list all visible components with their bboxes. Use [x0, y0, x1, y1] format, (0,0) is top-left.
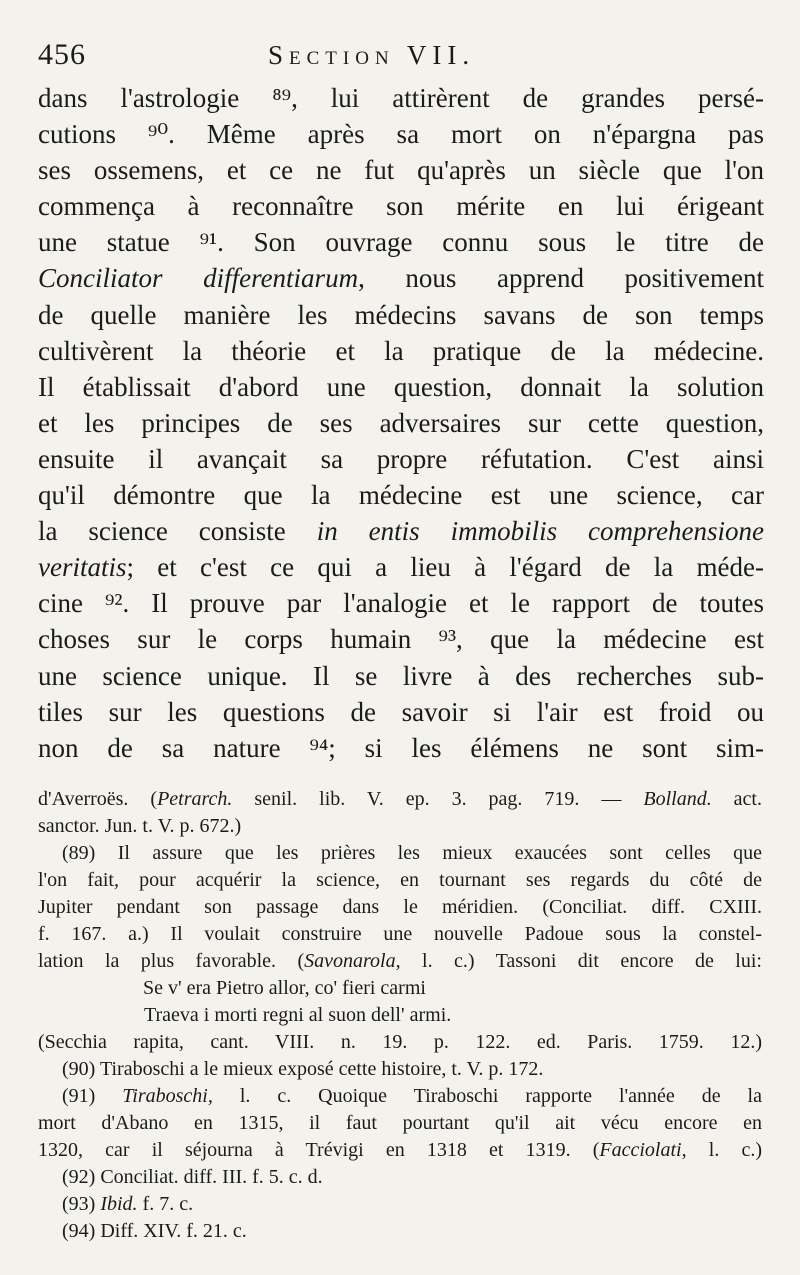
body-line-text: la science consiste [38, 516, 317, 547]
body-line: ses ossemens, et ce ne fut qu'après un siècle que l'on [38, 155, 764, 186]
footnote-line: sanctor. Jun. t. V. p. 672.) [38, 815, 242, 837]
body-line: dans l'astrologie ⁸⁹, lui attirèrent de grandes persé- [38, 83, 764, 113]
body-line: ensuite il avançait sa propre réfutation. C'est ainsi [38, 443, 764, 474]
body-line: choses sur le corps humain ⁹³, que la médecine est [38, 624, 764, 655]
footnote-91 [38, 1083, 762, 1110]
footnote-line [38, 786, 762, 813]
latin-quote: veritatis [38, 552, 127, 583]
footnote-text: senil. lib. V. ep. 3. pag. 719. — [232, 788, 644, 810]
footnote-text: 1320, car il séjourna à Trévigi en 1318 et 1319. ( [38, 1139, 600, 1161]
footnote-line [38, 948, 762, 975]
body-line: cine ⁹². Il prouve par l'analogie et le rapport de toutes [38, 588, 764, 619]
latin-quote: in entis immobilis comprehensione [316, 516, 764, 547]
body-line: non de sa nature ⁹⁴; si les élémens ne sont sim- [38, 732, 764, 763]
footnote-89: (89) Il assure que les prières les mieux exaucées sont celles que [62, 842, 762, 864]
footnote-90: (90) Tiraboschi a le mieux exposé cette histoire, t. V. p. 172. [62, 1058, 544, 1080]
footnote-text: (91) [62, 1085, 123, 1107]
footnote-text: d'Averroës. ( [38, 788, 158, 810]
page-number: 456 [38, 38, 86, 71]
footnote-text: lation la plus favorable. ( [38, 950, 305, 972]
body-line [38, 260, 764, 296]
footnotes [38, 786, 762, 1245]
footnote-text: l. c.) Tassoni dit encore de lui: [400, 950, 762, 972]
page-header [38, 38, 762, 78]
citation-author: Ibid. [100, 1193, 138, 1215]
footnote-text: (93) [62, 1193, 101, 1215]
footnote-text: act. [711, 788, 762, 810]
body-line-text: ; et c'est ce qui a lieu à l'égard de la méde- [126, 552, 764, 583]
citation-author: Bolland. [643, 788, 712, 810]
body-line [38, 549, 764, 585]
body-line: de quelle manière les médecins savans de son temps [38, 299, 764, 330]
book-title: Conciliator differentiarum [38, 263, 359, 294]
footnote-92: (92) Conciliat. diff. III. f. 5. c. d. [62, 1166, 323, 1188]
body-line: commença à reconnaître son mérite en lui érigeant [38, 191, 764, 222]
body-line: tiles sur les questions de savoir si l'air est froid ou [38, 696, 764, 727]
footnote-94: (94) Diff. XIV. f. 21. c. [62, 1220, 247, 1242]
footnote-line [38, 1137, 762, 1164]
footnote-line: f. 167. a.) Il voulait construire une nouvelle Padoue sous la constel- [38, 923, 762, 945]
body-line-text: , nous apprend positivement [358, 263, 764, 294]
footnote-text: f. 7. c. [137, 1193, 194, 1215]
running-head: Section VII. [268, 40, 476, 70]
body-line: cutions ⁹⁰. Même après sa mort on n'épargna pas [38, 119, 764, 150]
footnote-93 [38, 1191, 762, 1218]
body-line [38, 513, 764, 549]
body-line: une science unique. Il se livre à des recherches sub- [38, 660, 764, 691]
body-line: Il établissait d'abord une question, donnait la solution [38, 371, 764, 402]
body-line: et les principes de ses adversaires sur cette question, [38, 407, 764, 438]
footnote-line: mort d'Abano en 1315, il faut pourtant qu'il ait vécu encore en [38, 1112, 762, 1134]
footnote-text: l. c.) [686, 1139, 762, 1161]
footnote-line: l'on fait, pour acquérir la science, en tournant ses regards du côté de [38, 869, 762, 891]
footnote-line: Jupiter pendant son passage dans le méridien. (Conciliat. diff. CXIII. [38, 896, 762, 918]
verse-line: Se v' era Pietro allor, co' fieri carmi [143, 977, 426, 999]
footnote-text: l. c. Quoique Tiraboschi rapporte l'année de la [212, 1085, 762, 1107]
verse-line: Traeva i morti regni al suon dell' armi. [144, 1004, 452, 1026]
body-line: une statue ⁹¹. Son ouvrage connu sous le titre de [38, 227, 764, 258]
citation-author: Facciolati, [599, 1139, 687, 1161]
citation-author: Savonarola, [304, 950, 401, 972]
citation-author: Petrarch. [157, 788, 233, 810]
body-line: cultivèrent la théorie et la pratique de la médecine. [38, 335, 764, 366]
body-line: qu'il démontre que la médecine est une science, car [38, 480, 764, 511]
body-text [38, 80, 764, 766]
footnote-line: (Secchia rapita, cant. VIII. n. 19. p. 122. ed. Paris. 1759. 12.) [38, 1031, 762, 1053]
citation-author: Tiraboschi, [122, 1085, 213, 1107]
